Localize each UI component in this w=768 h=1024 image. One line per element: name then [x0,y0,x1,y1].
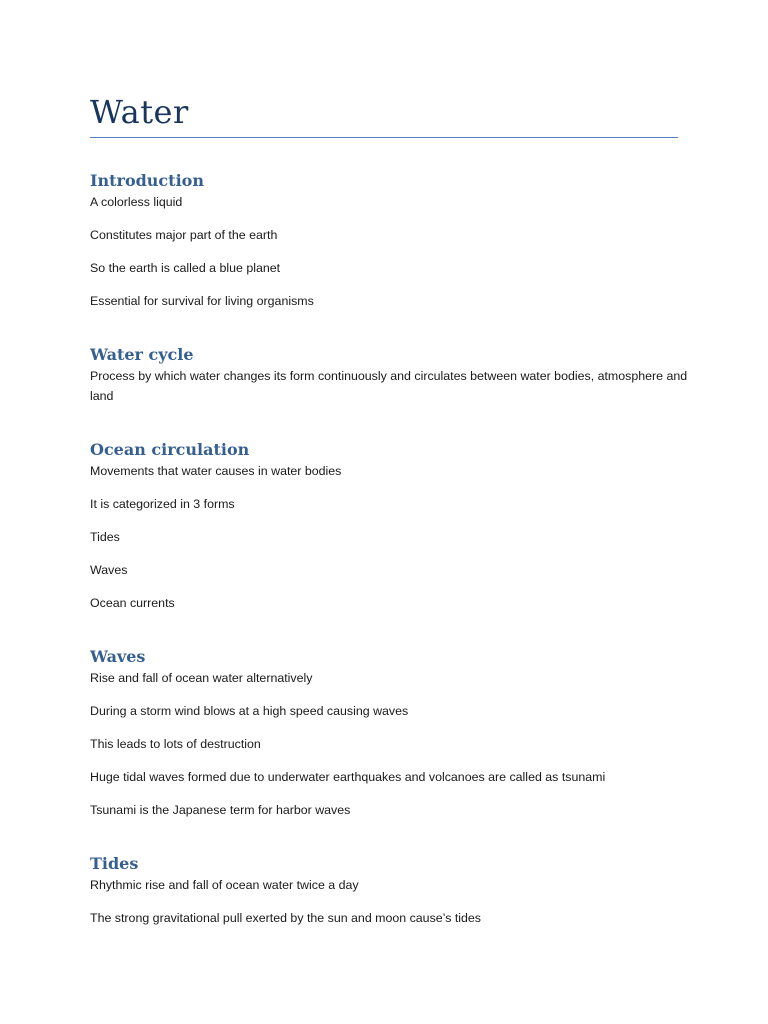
paragraph: Process by which water changes its form continuously and circulates between water bodies, atmosphere and land [90,369,688,403]
paragraph: Rise and fall of ocean water alternatively [90,671,313,685]
section-heading-water-cycle: Water cycle [90,345,194,364]
paragraph: This leads to lots of destruction [90,737,261,751]
paragraph: A colorless liquid [90,195,183,209]
section-heading-tides: Tides [90,854,139,873]
paragraph: The strong gravitational pull exerted by the sun and moon cause’s tides [90,911,482,925]
paragraph: Constitutes major part of the earth [90,228,278,242]
paragraph: Tsunami is the Japanese term for harbor waves [90,803,351,817]
paragraph: Huge tidal waves formed due to underwater earthquakes and volcanoes are called as tsunami [90,770,606,784]
section-heading-ocean-circulation: Ocean circulation [90,440,250,459]
paragraph: It is categorized in 3 forms [90,497,235,511]
title-underline [90,137,678,138]
section-heading-waves: Waves [90,647,146,666]
paragraph: Movements that water causes in water bodies [90,464,342,478]
paragraph: Essential for survival for living organisms [90,294,314,308]
document-title: Water [90,93,189,131]
section-heading-introduction: Introduction [90,171,204,190]
paragraph: Waves [90,563,128,577]
paragraph: Tides [90,530,120,544]
paragraph: During a storm wind blows at a high speed causing waves [90,704,409,718]
paragraph: Rhythmic rise and fall of ocean water twice a day [90,878,359,892]
paragraph: Ocean currents [90,596,175,610]
paragraph: So the earth is called a blue planet [90,261,281,275]
